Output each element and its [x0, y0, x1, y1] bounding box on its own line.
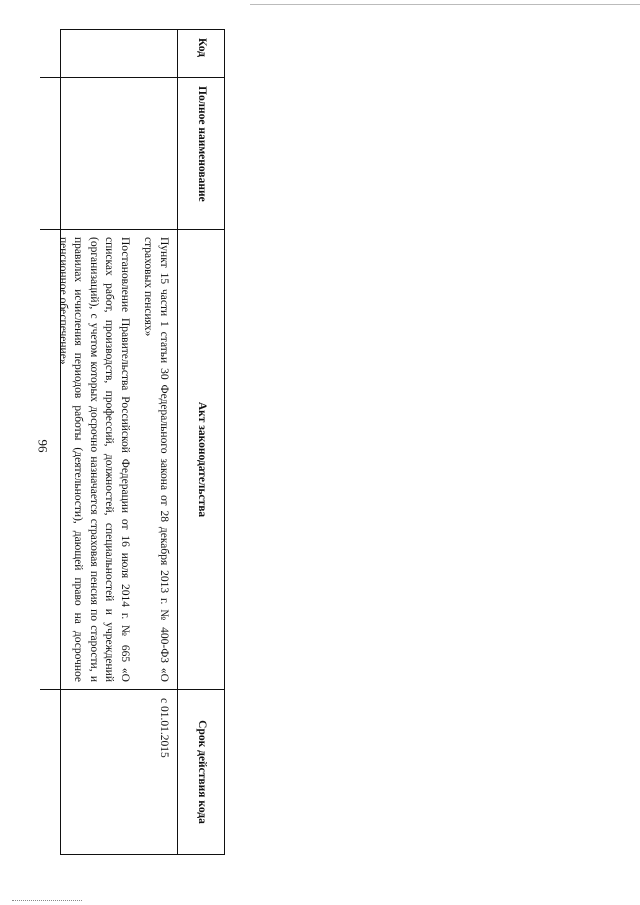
legislation-table [56, 29, 225, 855]
scan-mark [12, 900, 82, 901]
header-legislation-act: Акт законодательства [177, 230, 224, 690]
cell-legislation-act [40, 230, 177, 690]
page-number: 96 [35, 439, 51, 453]
cell-code [40, 30, 177, 78]
top-rule [250, 4, 640, 5]
header-full-name: Полное наименование [177, 78, 224, 230]
table-container [56, 29, 225, 855]
header-code: Код [177, 30, 224, 78]
cell-full-name [40, 78, 177, 230]
cell-validity: с 01.01.2015 [158, 698, 170, 758]
header-validity: Срок действия кода [177, 690, 224, 854]
act-entry: Постановление Правительства Российской Федерации от 16 июля 2014 г. № 665 «О списках работ, производств, профессий, должностей, специальностей и учреждений (организаций), с учетом которых досрочно назначается страховая пенсия по старости, и правилах исчисления периодов работы (деятельности), дающей право на досрочное пенсионное обеспечение» [56, 237, 131, 682]
act-entry: Пункт 15 части 1 статьи 30 Федерального закона от 28 декабря 2013 г. № 400-ФЗ «О страховых пенсиях» [142, 237, 170, 682]
